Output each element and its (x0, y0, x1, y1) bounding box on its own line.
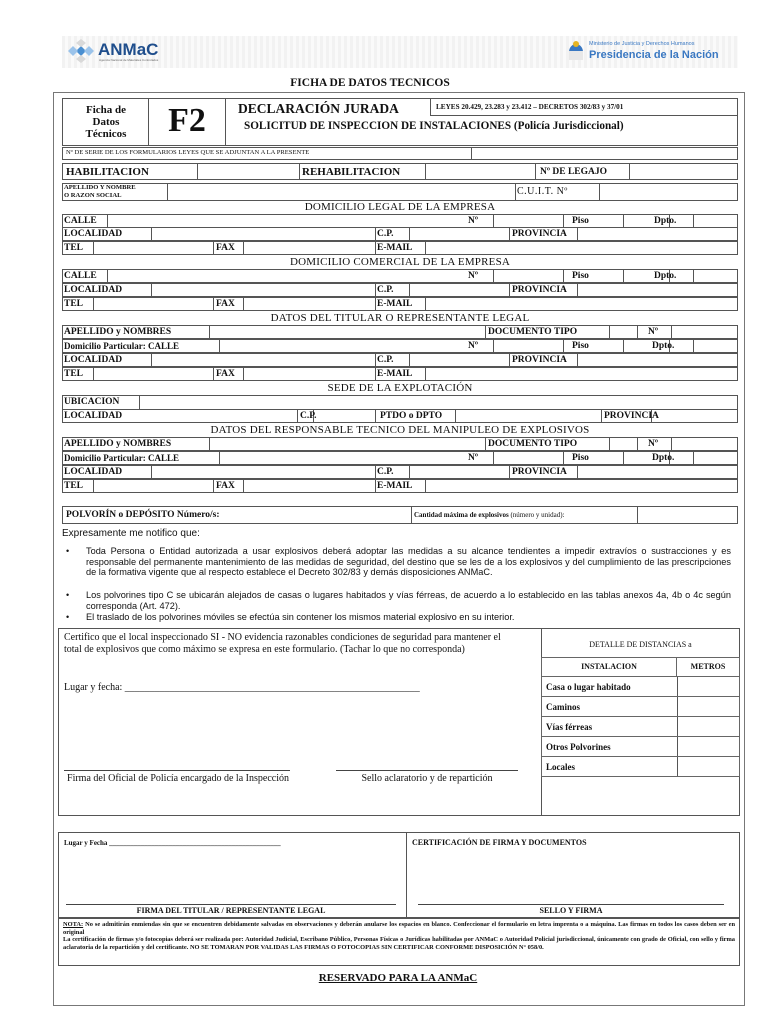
distances-row-4-metros[interactable] (678, 738, 738, 755)
responsable-apellido-input[interactable] (210, 438, 480, 450)
razon-social-label-1: APELLIDO Y NOMBRE (64, 184, 136, 191)
distances-row-2-metros[interactable] (678, 698, 738, 715)
serie-label: Nº DE SERIE DE LOS FORMULARIOS LEYES QUE SE ADJUNTAN A LA PRESENTE (66, 149, 310, 156)
titular-doc-nro-label: Nº (648, 327, 658, 337)
distances-row-1-label: Casa o lugar habitado (546, 682, 631, 692)
nota-label: NOTA: (63, 921, 84, 928)
titular-tel-label: TEL (64, 369, 84, 379)
polvorin-input[interactable] (266, 507, 406, 523)
notice-bullet-3: El traslado de los polvorines móviles se efectúa sin contener los mismos material explosivo en su interior. (86, 612, 515, 622)
sede-cp-input[interactable] (328, 410, 372, 422)
notice-bullet-2: Los polvorines tipo C se ubicarán alejados de casas o lugares habitados y vías férreas, de acuerdo a lo establecido en las tablas anexos 4a, 4b o 4c según corresponda (Art. 472). (86, 590, 731, 611)
bottom-lugar-fecha: Lugar y Fecha _________________________________________________ (64, 839, 281, 847)
ficha-label (66, 104, 146, 140)
distances-row-5-label: Locales (546, 762, 575, 772)
habilitacion-label: HABILITACION (66, 166, 149, 178)
domicilio-legal-title: DOMICILIO LEGAL DE LA EMPRESA (304, 201, 496, 213)
responsable-dpto-input[interactable] (694, 452, 736, 464)
responsable-fax-input[interactable] (244, 480, 372, 492)
comercial-localidad-input[interactable] (152, 284, 372, 296)
sede-cp-label: C.P. (300, 411, 317, 421)
responsable-email-label: E-MAIL (377, 481, 413, 491)
legal-piso-input[interactable] (604, 215, 644, 227)
nota-1: No se admitirán enmiendas sin que se encuentren debidamente salvadas en observaciones y deberán anularse los espacios en blanco. Confeccionar el formulario en letra imprenta o a máquina. Las firmas en todos los casos deben ser en original (63, 921, 735, 936)
titular-doc-nro-input[interactable] (674, 326, 736, 338)
titular-dpto-input[interactable] (694, 340, 736, 352)
legal-cp-input[interactable] (410, 228, 506, 240)
responsable-cp-input[interactable] (410, 466, 506, 478)
cuit-label: C.U.I.T. Nº (517, 186, 568, 197)
sede-ubicacion-input[interactable] (140, 396, 736, 409)
sede-title: SEDE DE LA EXPLOTACIÓN (327, 382, 473, 394)
distances-col-metros: METROS (690, 662, 726, 671)
responsable-fax-label: FAX (216, 481, 235, 491)
sede-provincia-input[interactable] (652, 410, 736, 422)
legal-provincia-input[interactable] (578, 228, 736, 240)
nota-2: La certificación de firmas y/o fotocopias deberá ser realizada por: Autoridad Judicial, Escribano Público, Personas Físicas o Jurídicas habilitadas por ANMaC o Autoridad Policial jurisdiccional, únicamente con grado de Oficial, con sello y firma aclaratoria de la repartición y del certificante. NO SE TOMARAN POR VALIDAS LAS FIRMAS O FOTOCOPIAS SIN CERTIFICAR CONFORME DISPOSICIÓN N° 058/0. (63, 936, 735, 951)
leyes-text: LEYES 20.429, 23.283 y 23.412 – DECRETOS 302/83 y 37/01 (436, 103, 624, 111)
comercial-calle-input[interactable] (108, 270, 492, 282)
responsable-nro-label: Nº (468, 453, 478, 463)
rehabilitacion-input[interactable] (426, 164, 532, 178)
titular-cp-label: C.P. (377, 355, 394, 365)
habilitacion-input[interactable] (198, 164, 296, 178)
titular-piso-input[interactable] (604, 340, 644, 352)
legal-tel-label: TEL (64, 243, 84, 253)
ficha-label-1: Ficha de (85, 104, 127, 116)
ficha-label-3: Técnicos (85, 128, 127, 140)
reservado-label: RESERVADO PARA LA ANMaC (318, 972, 478, 984)
comercial-piso-input[interactable] (604, 270, 644, 282)
anmac-logo-text: ANMaC (98, 40, 159, 59)
responsable-doc-nro-input[interactable] (674, 438, 736, 450)
distances-row-4-label: Otros Polvorines (546, 742, 611, 752)
titular-fax-label: FAX (216, 369, 235, 379)
sede-localidad-label: LOCALIDAD (64, 411, 123, 421)
comercial-localidad-label: LOCALIDAD (64, 285, 123, 295)
distances-title: DETALLE DE DISTANCIAS a (589, 640, 692, 649)
distances-row-3-label: Vías férreas (546, 722, 593, 732)
bottom-certificacion: CERTIFICACIÓN DE FIRMA Y DOCUMENTOS (412, 838, 587, 847)
sede-provincia-label: PROVINCIA (604, 411, 659, 421)
legal-nro-label: Nº (468, 216, 478, 226)
titular-email-input[interactable] (426, 368, 736, 380)
form-code: F2 (168, 102, 206, 139)
legal-dpto-label: Dpto. (654, 216, 677, 226)
comercial-nro-label: Nº (468, 271, 478, 281)
sello-firma-label: SELLO Y FIRMA (539, 906, 603, 915)
legal-nro-input[interactable] (494, 215, 560, 227)
responsable-piso-input[interactable] (604, 452, 644, 464)
comercial-cp-input[interactable] (410, 284, 506, 296)
firma-oficial-line (64, 770, 290, 771)
notice-intro: Expresamente me notifico que: (62, 528, 200, 539)
legal-piso-label: Piso (572, 216, 589, 226)
distances-col-instalacion: INSTALACION (581, 662, 637, 671)
bullet-dot-3: • (66, 612, 70, 622)
sello-line (336, 770, 518, 771)
responsable-tel-label: TEL (64, 481, 84, 491)
titular-title: DATOS DEL TITULAR O REPRESENTANTE LEGAL (270, 312, 530, 324)
titular-tel-input[interactable] (94, 368, 210, 380)
responsable-provincia-label: PROVINCIA (512, 467, 567, 477)
comercial-cp-label: C.P. (377, 285, 394, 295)
responsable-doc-nro-label: Nº (648, 439, 658, 449)
cantidad-label-sub: (número y unidad): (510, 511, 565, 519)
responsable-piso-label: Piso (572, 453, 589, 463)
titular-provincia-input[interactable] (578, 354, 736, 366)
cantidad-label (414, 511, 565, 519)
firma-titular-label: FIRMA DEL TITULAR / REPRESENTANTE LEGAL (136, 906, 326, 915)
firma-oficial-label: Firma del Oficial de Policía encargado de la Inspección (67, 773, 289, 784)
presidencia-logo (568, 38, 738, 64)
comercial-fax-input[interactable] (244, 298, 372, 310)
legal-calle-label: CALLE (64, 216, 97, 226)
responsable-domicilio-label: Domicilio Particular: CALLE (64, 453, 179, 463)
legal-calle-input[interactable] (108, 215, 492, 227)
comercial-email-label: E-MAIL (377, 299, 413, 309)
legal-email-label: E-MAIL (377, 243, 413, 253)
distances-row-1-metros[interactable] (678, 678, 738, 695)
razon-social-label (64, 184, 136, 199)
comercial-calle-label: CALLE (64, 271, 97, 281)
presidencia-text: Presidencia de la Nación (589, 49, 719, 61)
titular-localidad-input[interactable] (152, 354, 372, 366)
legal-cp-label: C.P. (377, 229, 394, 239)
titular-localidad-label: LOCALIDAD (64, 355, 123, 365)
razon-social-label-2: O RAZON SOCIAL (64, 191, 122, 199)
cantidad-label-main: Cantidad máxima de explosivos (414, 511, 509, 519)
distances-row-3-metros[interactable] (678, 718, 738, 735)
anmac-logo-icon (66, 39, 96, 63)
legal-tel-input[interactable] (94, 242, 210, 254)
legal-email-input[interactable] (426, 242, 736, 254)
certificate-lugar-fecha: Lugar y fecha: ___________________________________________________________ (64, 682, 420, 693)
titular-provincia-label: PROVINCIA (512, 355, 567, 365)
razon-social-input[interactable] (168, 184, 514, 200)
responsable-title: DATOS DEL RESPONSABLE TECNICO DEL MANIPULEO DE EXPLOSIVOS (210, 424, 590, 436)
anmac-logo (66, 38, 186, 64)
legal-localidad-input[interactable] (152, 228, 372, 240)
legal-localidad-label: LOCALIDAD (64, 229, 123, 239)
titular-doc-tipo-label: DOCUMENTO TIPO (488, 327, 578, 337)
comercial-provincia-input[interactable] (578, 284, 736, 296)
titular-apellido-label: APELLIDO y NOMBRES (64, 327, 172, 337)
sello-firma-line (418, 904, 724, 905)
responsable-doc-tipo-input[interactable] (612, 438, 632, 450)
legal-fax-input[interactable] (244, 242, 372, 254)
comercial-nro-input[interactable] (494, 270, 560, 282)
rehabilitacion-label: REHABILITACION (302, 166, 401, 178)
titular-domicilio-label: Domicilio Particular: CALLE (64, 341, 179, 351)
ministerio-text: Ministerio de Justicia y Derechos Humanos (589, 41, 695, 47)
responsable-calle-input[interactable] (220, 452, 492, 464)
titular-email-label: E-MAIL (377, 369, 413, 379)
titular-nro-input[interactable] (494, 340, 560, 352)
ficha-label-2: Datos (92, 116, 120, 128)
titular-calle-input[interactable] (220, 340, 492, 352)
legajo-label: Nº DE LEGAJO (540, 167, 608, 177)
comercial-email-input[interactable] (426, 298, 736, 310)
nota-text (63, 921, 735, 951)
declaracion-jurada: DECLARACIÓN JURADA (238, 101, 399, 116)
firma-titular-line (66, 904, 396, 905)
bullet-dot-1: • (66, 546, 70, 556)
titular-cp-input[interactable] (410, 354, 506, 366)
notice-bullet-1: Toda Persona o Entidad autorizada a usar explosivos deberá adoptar las medidas a su alcance tendientes a impedir extravíos o sustracciones y es responsable del permanente mantenimiento de las medidas de seguridad, del destino que se les de a los explosivos y del cumplimiento de las prescripciones de la formativa vigente que al respecto establece el Decreto 302/83 y demás disposiciones ANMaC. (86, 546, 731, 577)
cuit-input[interactable] (600, 184, 736, 200)
responsable-cp-label: C.P. (377, 467, 394, 477)
coat-of-arms-icon (568, 41, 584, 61)
certificate-text: Certifico que el local inspeccionado SI - NO evidencia razonables condiciones de seguridad para mantener el total de explosivos que como máximo se expresa en este formulario. (Tachar lo que no corresponda) (64, 632, 501, 655)
titular-piso-label: Piso (572, 341, 589, 351)
anmac-logo-subtext: Agencia Nacional de Materiales Controlados (99, 58, 159, 62)
comercial-tel-input[interactable] (94, 298, 210, 310)
cantidad-input[interactable] (640, 507, 736, 523)
legal-fax-label: FAX (216, 243, 235, 253)
page-title: FICHA DE DATOS TECNICOS (290, 77, 450, 89)
responsable-dpto-label: Dpto. (652, 453, 675, 463)
responsable-nro-input[interactable] (494, 452, 560, 464)
titular-nro-label: Nº (468, 341, 478, 351)
comercial-dpto-input[interactable] (694, 270, 736, 282)
bullet-dot-2: • (66, 590, 70, 600)
serie-input[interactable] (472, 148, 734, 159)
responsable-email-input[interactable] (426, 480, 736, 492)
sede-ptdo-label: PTDO o DPTO (380, 411, 443, 421)
responsable-localidad-label: LOCALIDAD (64, 467, 123, 477)
responsable-apellido-label: APELLIDO y NOMBRES (64, 439, 172, 449)
responsable-tel-input[interactable] (94, 480, 210, 492)
sede-localidad-input[interactable] (136, 410, 296, 422)
distances-row-2-label: Caminos (546, 702, 581, 712)
comercial-fax-label: FAX (216, 299, 235, 309)
titular-apellido-input[interactable] (210, 326, 480, 338)
responsable-provincia-input[interactable] (578, 466, 736, 478)
polvorin-label: POLVORÍN o DEPÓSITO Número/s: (66, 510, 220, 520)
comercial-piso-label: Piso (572, 271, 589, 281)
comercial-dpto-label: Dpto. (654, 271, 677, 281)
legal-dpto-input[interactable] (694, 215, 736, 227)
titular-fax-input[interactable] (244, 368, 372, 380)
legajo-input[interactable] (630, 164, 736, 178)
bottom-divider (406, 832, 407, 918)
sello-label: Sello aclaratorio y de repartición (361, 773, 493, 784)
sede-ubicacion-label: UBICACION (64, 397, 120, 407)
domicilio-comercial-title: DOMICILIO COMERCIAL DE LA EMPRESA (289, 256, 511, 268)
comercial-tel-label: TEL (64, 299, 84, 309)
comercial-provincia-label: PROVINCIA (512, 285, 567, 295)
distances-row-5-metros[interactable] (678, 758, 738, 775)
responsable-localidad-input[interactable] (152, 466, 372, 478)
responsable-doc-tipo-label: DOCUMENTO TIPO (488, 439, 578, 449)
legal-provincia-label: PROVINCIA (512, 229, 567, 239)
titular-dpto-label: Dpto. (652, 341, 675, 351)
sede-ptdo-input[interactable] (456, 410, 596, 422)
titular-doc-tipo-input[interactable] (612, 326, 632, 338)
solicitud-text: SOLICITUD DE INSPECCION DE INSTALACIONES (Policía Jurisdiccional) (244, 120, 624, 132)
